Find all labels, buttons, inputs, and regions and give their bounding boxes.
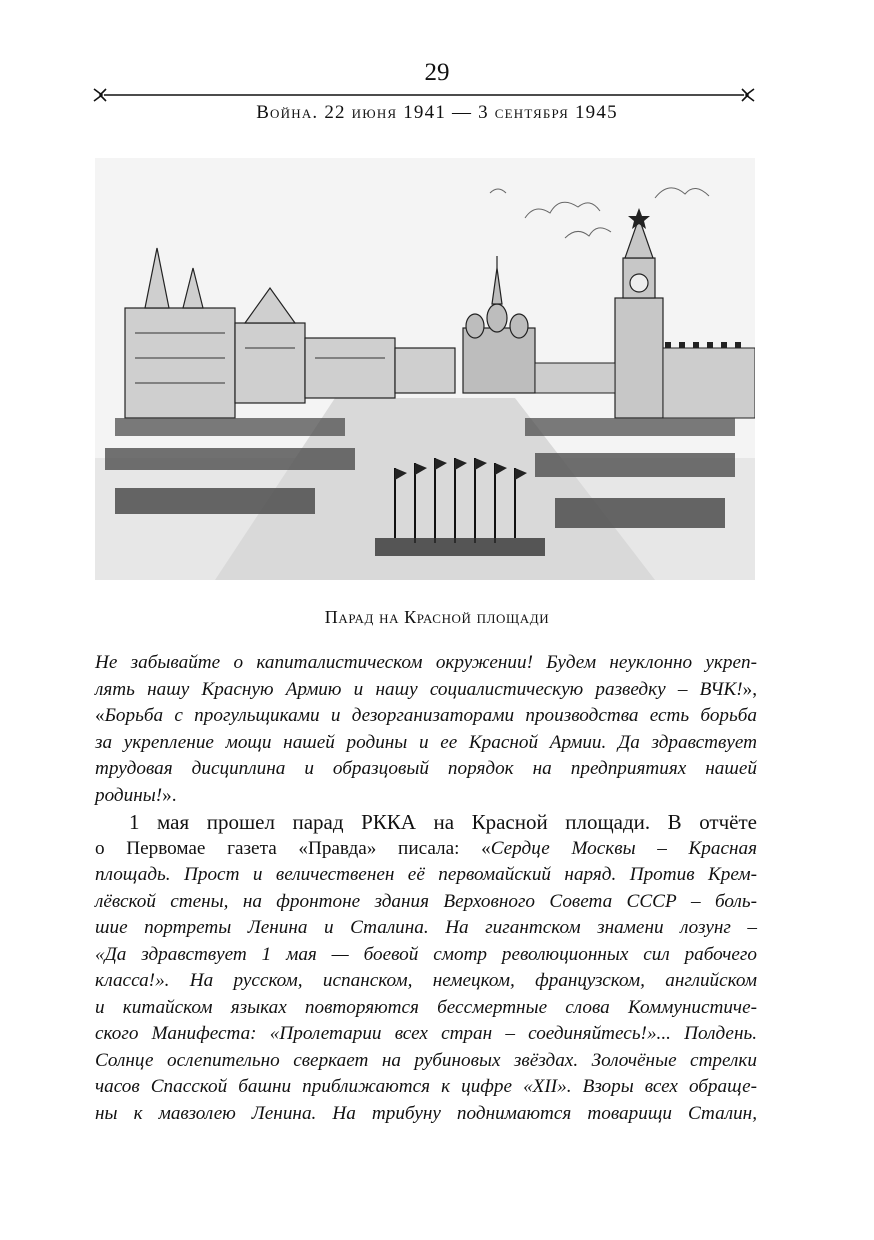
illustration-caption: Парад на Красной площади (324, 607, 550, 627)
text-line: шие портреты Ленина и Сталина. На гигантском знамени лозунг – (95, 917, 757, 938)
parade-drawing-icon (95, 158, 755, 580)
text-line: о Первомае газета «Правда» писала: «Сердце Москвы – Красная (95, 837, 757, 859)
running-header: Война. 22 июня 1941 — 3 сентября 1945 (256, 102, 618, 123)
text-line: «Борьба с прогульщиками и дезорганизаторами производства есть борьба (95, 705, 757, 726)
text-line: лять нашу Красную Армию и нашу социалистическую разведку – ВЧК!», (95, 678, 757, 700)
text-line: класса!». На русском, испанском, немецком, французском, английском (95, 970, 757, 991)
text-line: 1 мая прошел парад РККА на Красной площади. В отчёте (129, 810, 757, 834)
text-line: трудовая дисциплина и образцовый порядок на предприятиях нашей (95, 758, 757, 779)
text-line: площадь. Прост и величественен её первомайский наряд. Против Крем- (95, 864, 757, 885)
text-line: Солнце ослепительно сверкает на рубиновых звёздах. Золочёные стрелки (95, 1049, 757, 1071)
text-line: часов Спасской башни приближаются к цифре «XII». Взоры всех обраще- (95, 1076, 757, 1097)
body-text (95, 650, 757, 1127)
text-line: ского Манифеста: «Пролетарии всех стран – соединяйтесь!»... Полдень. (95, 1023, 757, 1044)
page-number: 29 (424, 59, 450, 86)
paragraph-2 (95, 809, 757, 1127)
parade-illustration (95, 158, 755, 580)
text-line: ны к мавзолею Ленина. На трибуну поднимаются товарищи Сталин, (95, 1102, 757, 1124)
text-line: лёвской стены, на фронтоне здания Верховного Совета СССР – боль- (95, 890, 757, 912)
text-line: «Да здравствует 1 мая — боевой смотр революционных сил рабочего (95, 943, 757, 965)
paragraph-1 (95, 650, 757, 809)
text-line: родины!». (95, 784, 177, 806)
text-line: и китайском языках повторяются бессмертные слова Коммунистиче- (95, 996, 757, 1018)
text-line: Не забывайте о капиталистическом окружении! Будем неуклонно укреп- (95, 652, 757, 673)
text-line: за укрепление мощи нашей родины и ее Красной Армии. Да здравствует (95, 731, 757, 753)
